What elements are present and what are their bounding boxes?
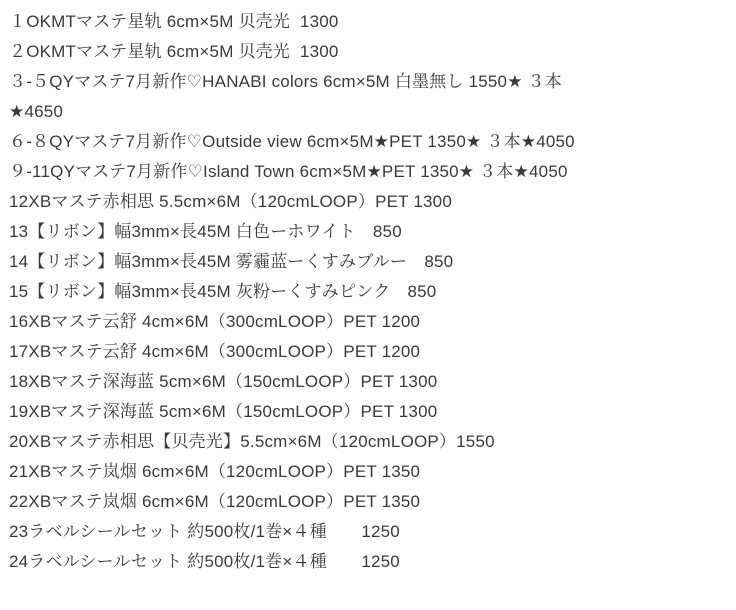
product-line: ６-８QYマステ7月新作♡Outside view 6cm×5M★PET 1350★ ３本★4050 (9, 132, 575, 151)
product-line: 19XBマステ深海蓝 5cm×6M（150cmLOOP）PET 1300 (9, 402, 438, 421)
product-line: １OKMTマステ星轨 6cm×5M 贝壳光 1300 (9, 12, 339, 31)
product-line-wrap: ★4650 (9, 102, 64, 121)
product-line: 17XBマステ云舒 4cm×6M（300cmLOOP）PET 1200 (9, 342, 421, 361)
product-line: ２OKMTマステ星轨 6cm×5M 贝壳光 1300 (9, 42, 339, 61)
product-line: 15【リボン】幅3mm×長45M 灰粉ーくすみピンク 850 (9, 282, 437, 301)
product-line: ３-５QYマステ7月新作♡HANABI colors 6cm×5M 白墨無し 1550★ ３本 (9, 72, 562, 91)
product-line: 14【リボン】幅3mm×長45M 雾霾蓝ーくすみブルー 850 (9, 252, 454, 271)
product-line: 21XBマステ岚烟 6cm×6M（120cmLOOP）PET 1350 (9, 462, 421, 481)
product-line: 23ラベルシールセット 約500枚/1巻×４種 1250 (9, 522, 400, 541)
product-line: 18XBマステ深海蓝 5cm×6M（150cmLOOP）PET 1300 (9, 372, 438, 391)
product-line: 20XBマステ赤相思【贝壳光】5.5cm×6M（120cmLOOP）1550 (9, 432, 495, 451)
product-line: 13【リボン】幅3mm×長45M 白色ーホワイト 850 (9, 222, 402, 241)
product-line: 22XBマステ岚烟 6cm×6M（120cmLOOP）PET 1350 (9, 492, 421, 511)
product-line: 16XBマステ云舒 4cm×6M（300cmLOOP）PET 1200 (9, 312, 421, 331)
product-line: ９-11QYマステ7月新作♡Island Town 6cm×5M★PET 1350★ ３本★4050 (9, 162, 568, 181)
product-line: 12XBマステ赤相思 5.5cm×6M（120cmLOOP）PET 1300 (9, 192, 452, 211)
product-line: 24ラベルシールセット 約500枚/1巻×４種 1250 (9, 552, 400, 571)
